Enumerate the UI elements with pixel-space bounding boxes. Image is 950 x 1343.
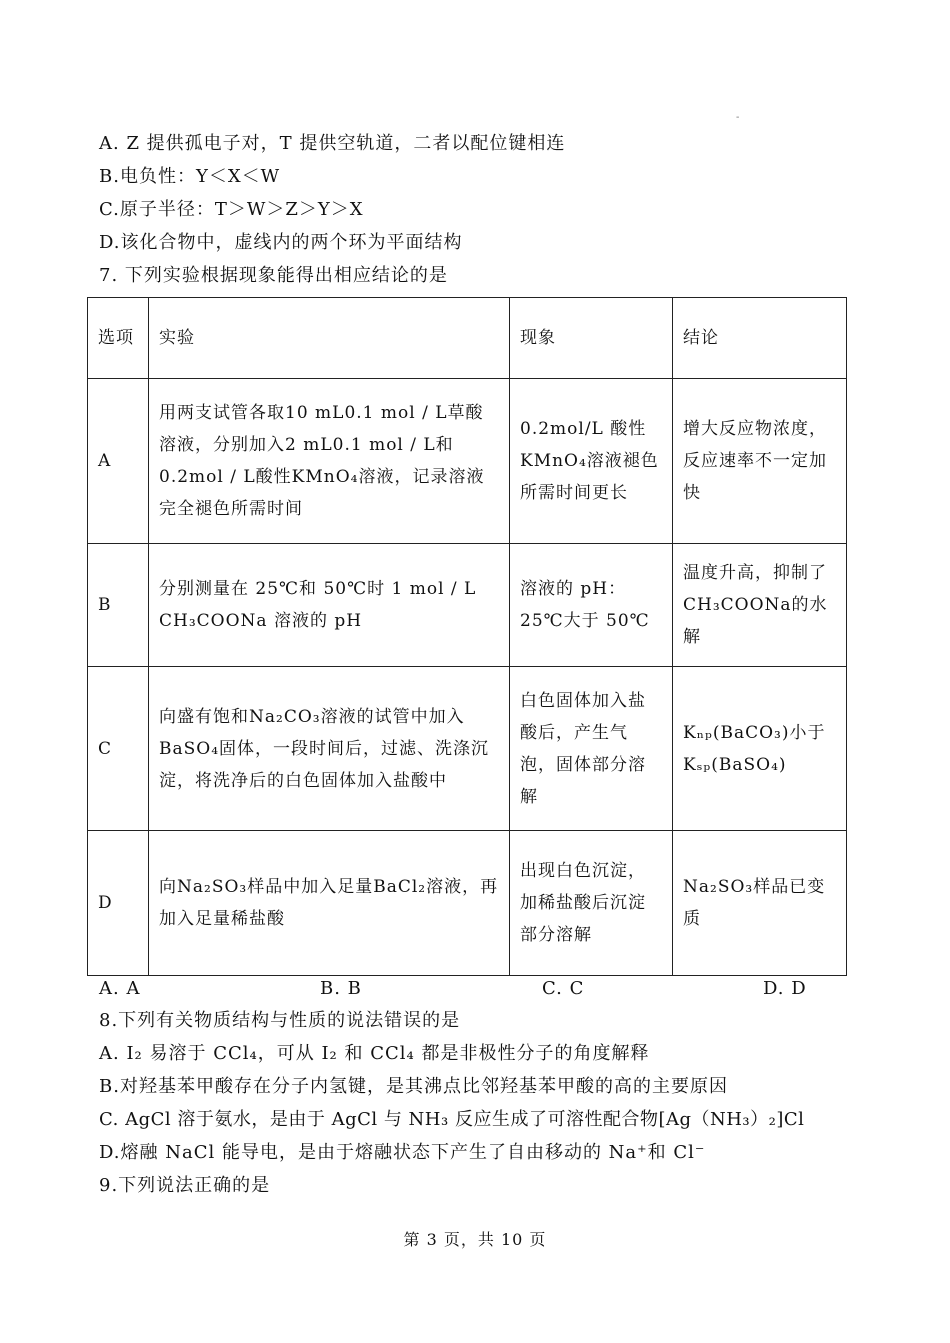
table-row	[88, 667, 847, 831]
row-experiment: 向盛有饱和Na₂CO₃溶液的试管中加入BaSO₄固体，一段时间后，过滤、洗涤沉淀，将洗净后的白色固体加入盐酸中	[149, 667, 510, 831]
row-conclusion: Kₙₚ(BaCO₃)小于Kₛₚ(BaSO₄)	[673, 667, 847, 831]
table-row	[88, 379, 847, 544]
q7-stem: 7. 下列实验根据现象能得出相应结论的是	[99, 265, 448, 286]
q6-option-b: B.电负性：Y＜X＜W	[99, 166, 281, 187]
table-row	[88, 831, 847, 976]
q6-option-d: D.该化合物中，虚线内的两个环为平面结构	[99, 232, 463, 253]
row-conclusion: Na₂SO₃样品已变质	[673, 831, 847, 976]
header-experiment: 实验	[149, 298, 510, 379]
q8-option-c: C. AgCl 溶于氨水，是由于 AgCl 与 NH₃ 反应生成了可溶性配合物[Ag（NH₃）₂]Cl	[99, 1109, 805, 1130]
row-experiment: 用两支试管各取10 mL0.1 mol / L草酸溶液，分别加入2 mL0.1 mol / L和0.2mol / L酸性KMnO₄溶液，记录溶液完全褪色所需时间	[149, 379, 510, 544]
row-option: D	[88, 831, 149, 976]
row-option: A	[88, 379, 149, 544]
row-phenomenon: 0.2mol/L 酸性KMnO₄溶液褪色所需时间更长	[510, 379, 673, 544]
table-row	[88, 544, 847, 667]
q8-option-a: A. I₂ 易溶于 CCl₄，可从 I₂ 和 CCl₄ 都是非极性分子的角度解释	[99, 1043, 650, 1064]
header-conclusion: 结论	[673, 298, 847, 379]
row-phenomenon: 出现白色沉淀，加稀盐酸后沉淀部分溶解	[510, 831, 673, 976]
q8-option-b: B.对羟基苯甲酸存在分子内氢键，是其沸点比邻羟基苯甲酸的高的主要原因	[99, 1076, 728, 1097]
row-option: B	[88, 544, 149, 667]
row-experiment: 分别测量在 25℃和 50℃时 1 mol / L CH₃COONa 溶液的 pH	[149, 544, 510, 667]
q7-choice-d: D. D	[763, 978, 807, 999]
q6-option-c: C.原子半径：T＞W＞Z＞Y＞X	[99, 199, 364, 220]
row-phenomenon: 溶液的 pH：25℃大于 50℃	[510, 544, 673, 667]
row-option: C	[88, 667, 149, 831]
table-header-row	[88, 298, 847, 379]
q8-stem: 8.下列有关物质结构与性质的说法错误的是	[99, 1010, 461, 1031]
page-footer: 第 3 页，共 10 页	[403, 1230, 547, 1249]
q7-choice-a: A. A	[99, 978, 141, 999]
q8-option-d: D.熔融 NaCl 能导电，是由于熔融状态下产生了自由移动的 Na⁺和 Cl⁻	[99, 1142, 706, 1163]
row-conclusion: 温度升高，抑制了CH₃COONa的水解	[673, 544, 847, 667]
row-phenomenon: 白色固体加入盐酸后，产生气泡，固体部分溶解	[510, 667, 673, 831]
q7-choices	[0, 978, 950, 1002]
q7-choice-c: C. C	[542, 978, 585, 999]
q7-choice-b: B. B	[320, 978, 362, 999]
row-conclusion: 增大反应物浓度，反应速率不一定加快	[673, 379, 847, 544]
q9-stem: 9.下列说法正确的是	[99, 1175, 271, 1196]
scan-dot: -	[736, 112, 740, 123]
experiment-table	[87, 297, 847, 976]
q6-option-a: A. Z 提供孤电子对，T 提供空轨道，二者以配位键相连	[99, 133, 566, 154]
header-option: 选项	[88, 298, 149, 379]
row-experiment: 向Na₂SO₃样品中加入足量BaCl₂溶液，再加入足量稀盐酸	[149, 831, 510, 976]
header-phenomenon: 现象	[510, 298, 673, 379]
